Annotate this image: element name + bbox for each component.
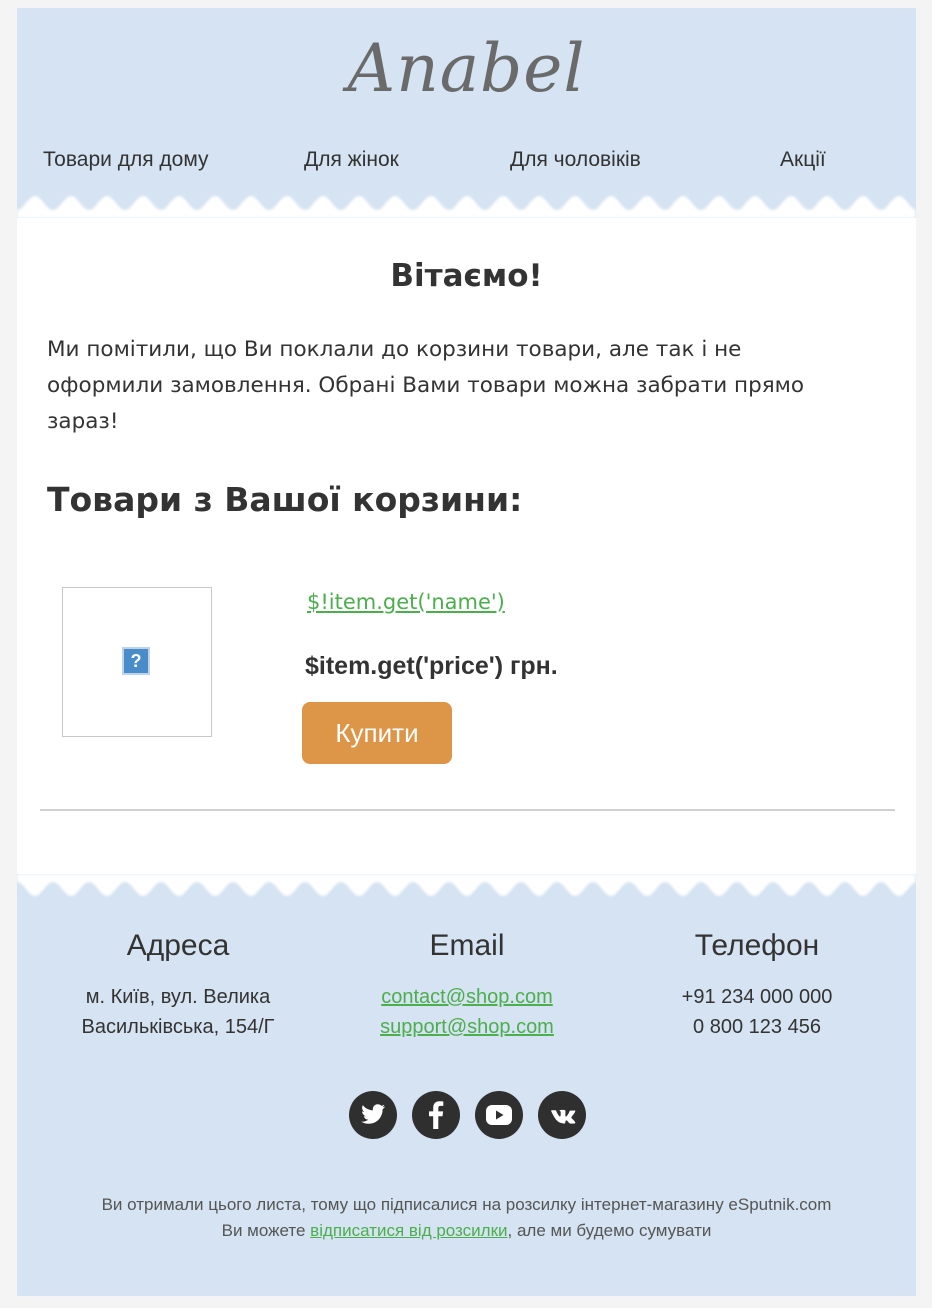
facebook-icon[interactable] [412, 1091, 460, 1139]
content-section [17, 218, 916, 878]
youtube-icon[interactable] [475, 1091, 523, 1139]
footer-note [17, 1192, 916, 1244]
main-nav [17, 148, 916, 178]
nav-item-women[interactable]: Для жінок [304, 148, 399, 171]
nav-item-home-goods[interactable]: Товари для дому [43, 148, 209, 171]
footer-address [28, 926, 328, 1042]
header [17, 8, 916, 198]
twitter-icon[interactable] [349, 1091, 397, 1139]
footer-email [317, 926, 617, 1042]
wave-divider-top [17, 188, 916, 218]
note-suffix: , але ми будемо сумувати [507, 1221, 712, 1240]
nav-item-men[interactable]: Для чоловіків [510, 148, 641, 171]
note-prefix: Ви можете [221, 1221, 311, 1240]
email-container [17, 8, 916, 1296]
buy-button[interactable]: Купити [302, 702, 452, 764]
footer-phone [607, 926, 907, 1042]
email-title: Email [429, 929, 505, 962]
email-link-contact[interactable]: contact@shop.com [381, 986, 553, 1008]
product-name-link[interactable]: $!item.get('name') [307, 590, 505, 614]
product-image[interactable] [62, 587, 212, 737]
wave-divider-bottom [17, 874, 916, 904]
broken-image-icon: ? [122, 647, 150, 675]
footer-note-line-1: Ви отримали цього листа, тому що підписалися на розсилку інтернет-магазину eSputnik.com [101, 1195, 832, 1214]
footer-note-line-2 [17, 1218, 916, 1244]
email-link-support[interactable]: support@shop.com [380, 1016, 554, 1038]
greeting-heading: Вітаємо! [390, 258, 543, 294]
product-price: $item.get('price') грн. [305, 652, 558, 680]
address-line-2: Васильківська, 154/Г [81, 1016, 275, 1038]
address-line-1: м. Київ, вул. Велика [85, 986, 271, 1008]
cart-title: Товари з Вашої корзини: [47, 480, 523, 519]
address-title: Адреса [126, 929, 230, 962]
brand-logo[interactable]: Anabel [347, 30, 586, 107]
intro-text: Ми помітили, що Ви поклали до корзини товари, але так і не оформили замовлення. Обрані Вами товари можна забрати прямо зараз! [47, 337, 805, 434]
phone-line-2: 0 800 123 456 [693, 1016, 821, 1038]
vk-icon[interactable] [538, 1091, 586, 1139]
phone-title: Телефон [694, 929, 820, 962]
unsubscribe-link[interactable]: відписатися від розсилки [310, 1221, 508, 1240]
phone-line-1: +91 234 000 000 [681, 986, 833, 1008]
nav-item-sales[interactable]: Акції [780, 148, 826, 171]
divider [40, 809, 895, 811]
